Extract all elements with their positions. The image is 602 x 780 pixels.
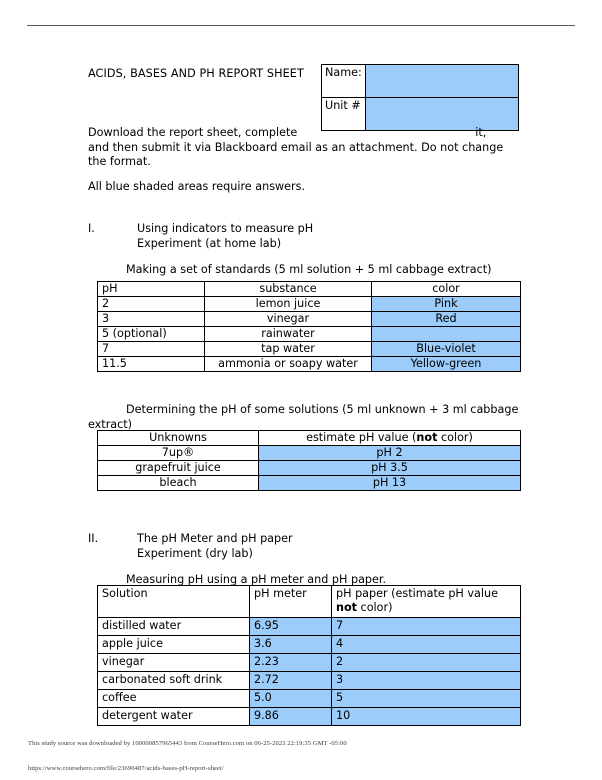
standards-header-ph: pH (98, 282, 205, 297)
meter-solution: carbonated soft drink (98, 672, 250, 690)
download-instructions (88, 126, 532, 170)
standards-substance: lemon juice (205, 297, 372, 312)
table-row (98, 618, 521, 636)
standards-ph: 7 (98, 342, 205, 357)
download-instructions-lead: Download the report sheet, complete (88, 126, 298, 139)
meter-header-paper-bold: not (336, 600, 357, 614)
meter-solution: apple juice (98, 636, 250, 654)
table-row (98, 297, 521, 312)
download-instructions-line2: and then submit it via Blackboard email as an attachment. Do not change (88, 140, 504, 154)
table-2-caption-line2: extract) (88, 418, 133, 431)
unknowns-header-unknowns: Unknowns (98, 431, 259, 446)
standards-ph: 3 (98, 312, 205, 327)
section-1 (88, 222, 313, 252)
standards-table (97, 281, 521, 372)
unknowns-table (97, 430, 521, 491)
meter-header-paper (332, 586, 521, 618)
table-row (322, 65, 519, 98)
section-1-title: Using indicators to measure pH (137, 222, 314, 235)
name-label: Name: (322, 65, 366, 98)
section-1-body (137, 222, 313, 252)
name-unit-table (321, 64, 519, 131)
meter-value-answer[interactable]: 3.6 (250, 636, 332, 654)
section-1-subtitle: Experiment (at home lab) (137, 236, 282, 250)
meter-value-answer[interactable]: 6.95 (250, 618, 332, 636)
table-2-caption (88, 403, 538, 431)
table-1-caption: Making a set of standards (5 ml solution + 5 ml cabbage extract) (126, 263, 492, 276)
standards-header-color: color (372, 282, 521, 297)
unknowns-estimate-answer[interactable]: pH 2 (259, 446, 521, 461)
standards-color-answer[interactable] (372, 327, 521, 342)
coursehero-watermark: This study source was downloaded by 100000857965443 from CourseHero.com on 06-25-2023 22:19:35 GMT -05:00 (28, 740, 347, 747)
meter-solution: distilled water (98, 618, 250, 636)
unknowns-header-bold: not (416, 431, 438, 444)
unit-label: Unit # (322, 98, 366, 131)
unknowns-estimate-answer[interactable]: pH 3.5 (259, 461, 521, 476)
unknowns-name: 7up® (98, 446, 259, 461)
table-row (98, 342, 521, 357)
section-2-title: The pH Meter and pH paper (137, 532, 293, 545)
download-instructions-line3: the format. (88, 155, 151, 169)
table-row (98, 461, 521, 476)
meter-value-answer[interactable]: 2.72 (250, 672, 332, 690)
meter-solution: vinegar (98, 654, 250, 672)
meter-solution: detergent water (98, 708, 250, 726)
table-row (98, 446, 521, 461)
unknowns-name: grapefruit juice (98, 461, 259, 476)
paper-value-answer[interactable]: 2 (332, 654, 521, 672)
standards-substance: vinegar (205, 312, 372, 327)
table-row (98, 708, 521, 726)
section-2-subtitle: Experiment (dry lab) (137, 546, 253, 560)
paper-value-answer[interactable]: 5 (332, 690, 521, 708)
standards-ph: 2 (98, 297, 205, 312)
standards-ph: 11.5 (98, 357, 205, 372)
standards-substance: ammonia or soapy water (205, 357, 372, 372)
standards-color-answer[interactable]: Pink (372, 297, 521, 312)
standards-substance: rainwater (205, 327, 372, 342)
standards-ph: 5 (optional) (98, 327, 205, 342)
table-row (98, 654, 521, 672)
section-1-number: I. (88, 222, 95, 235)
coursehero-source-url[interactable]: https://www.coursehero.com/file/23690487/acids-bases-pH-report-sheet/ (28, 765, 224, 772)
download-instructions-tail: it, (475, 126, 487, 139)
meter-solution: coffee (98, 690, 250, 708)
header-divider-rule (27, 25, 575, 26)
meter-header-meter: pH meter (250, 586, 332, 618)
unknowns-name: bleach (98, 476, 259, 491)
standards-color-answer[interactable]: Blue-violet (372, 342, 521, 357)
page-title: ACIDS, BASES AND PH REPORT SHEET (88, 67, 304, 80)
section-2 (88, 532, 293, 562)
blue-areas-note: All blue shaded areas require answers. (88, 180, 306, 193)
paper-value-answer[interactable]: 4 (332, 636, 521, 654)
table-header-row (98, 586, 521, 618)
table-header-row (98, 282, 521, 297)
paper-value-answer[interactable]: 10 (332, 708, 521, 726)
unknowns-estimate-answer[interactable]: pH 13 (259, 476, 521, 491)
standards-header-substance: substance (205, 282, 372, 297)
table-2-caption-line1: Determining the pH of some solutions (5 ml unknown + 3 ml cabbage (126, 403, 519, 416)
table-row (98, 672, 521, 690)
table-row (98, 476, 521, 491)
unknowns-header-pre: estimate pH value ( (306, 431, 417, 444)
meter-value-answer[interactable]: 2.23 (250, 654, 332, 672)
section-2-body (137, 532, 293, 562)
table-row (98, 690, 521, 708)
table-row (98, 327, 521, 342)
unknowns-header-post: color) (437, 431, 473, 444)
meter-header-paper-line1: pH paper (estimate pH value (336, 587, 498, 600)
table-row (98, 636, 521, 654)
meter-header-paper-post: color) (357, 600, 393, 614)
paper-value-answer[interactable]: 3 (332, 672, 521, 690)
unknowns-header-estimate (259, 431, 521, 446)
name-input-cell[interactable] (365, 65, 518, 98)
meter-header-solution: Solution (98, 586, 250, 618)
section-2-number: II. (88, 532, 99, 545)
table-row (98, 357, 521, 372)
paper-value-answer[interactable]: 7 (332, 618, 521, 636)
meter-value-answer[interactable]: 9.86 (250, 708, 332, 726)
table-row (98, 312, 521, 327)
standards-color-answer[interactable]: Yellow-green (372, 357, 521, 372)
meter-table (97, 585, 521, 726)
table-header-row (98, 431, 521, 446)
standards-substance: tap water (205, 342, 372, 357)
standards-color-answer[interactable]: Red (372, 312, 521, 327)
table-3-caption: Measuring pH using a pH meter and pH paper. (126, 573, 387, 586)
meter-value-answer[interactable]: 5.0 (250, 690, 332, 708)
